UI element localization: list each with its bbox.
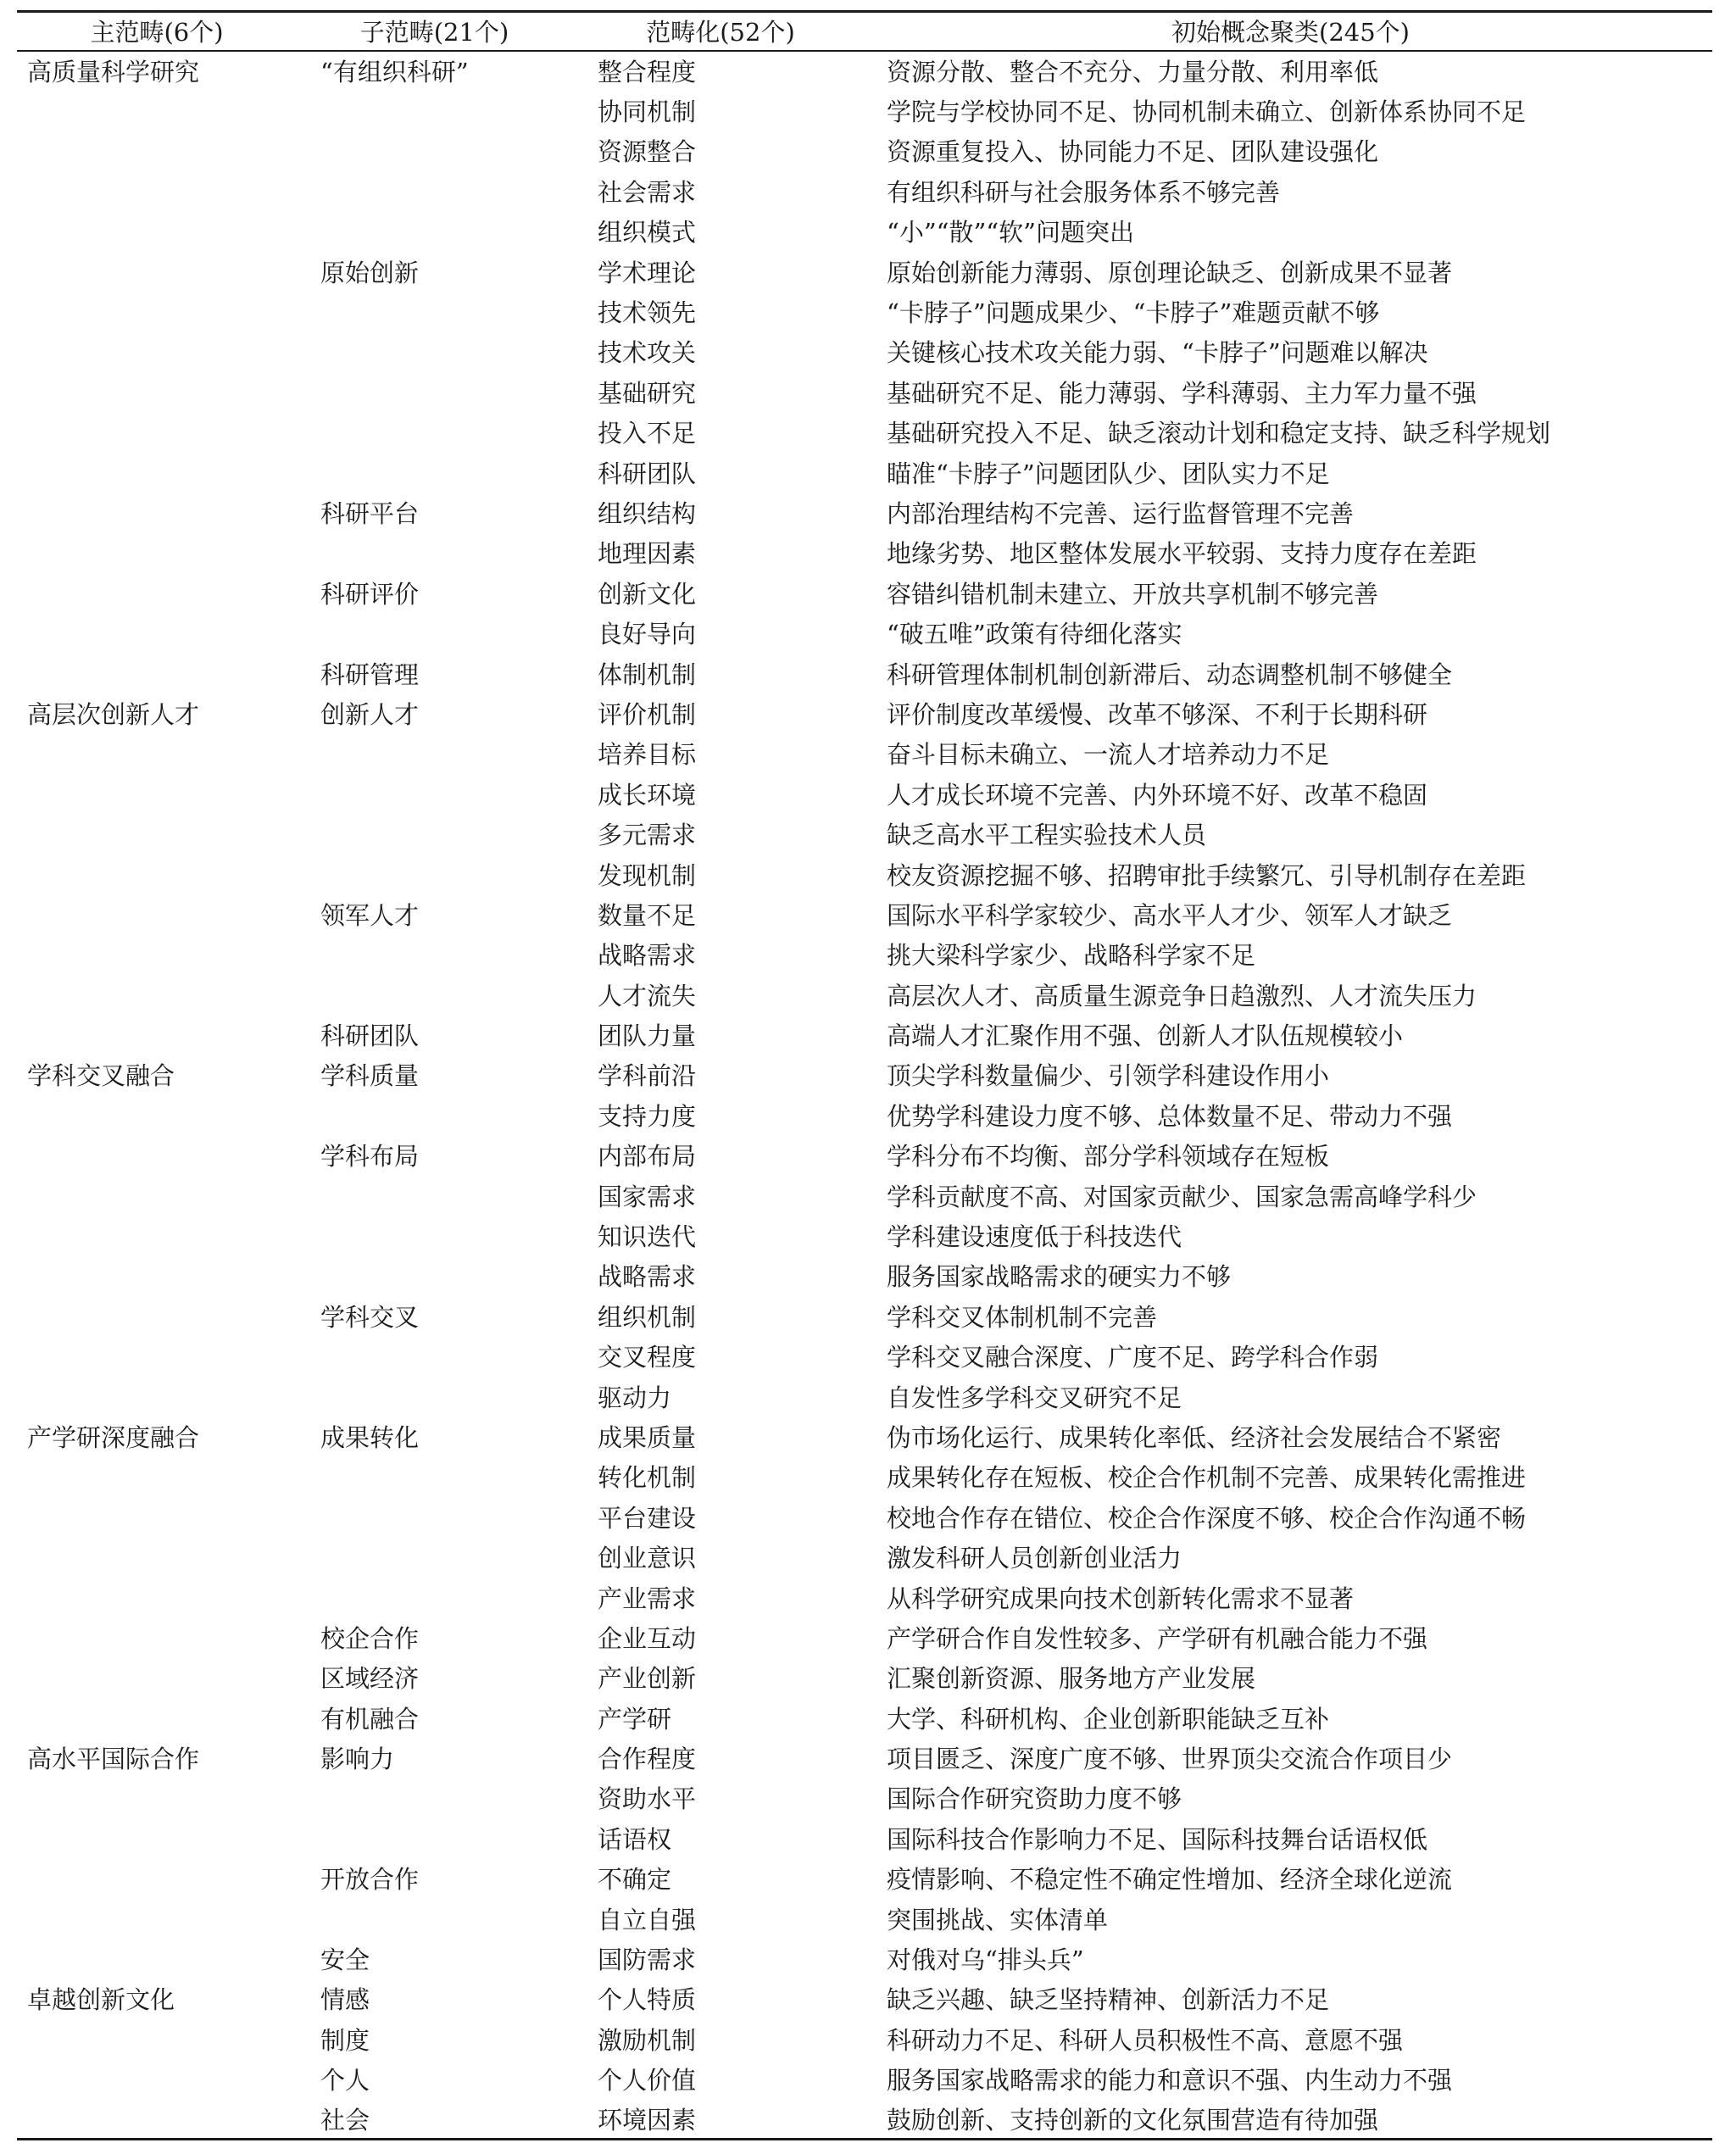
table-row <box>17 1135 1712 1175</box>
concept-cluster-cell: 人才成长环境不完善、内外环境不好、改革不稳固 <box>887 780 1428 810</box>
sub-category-cell: 有机融合 <box>320 1704 420 1734</box>
categorization-cell: 创业意识 <box>598 1544 697 1573</box>
table-body <box>17 51 1712 2140</box>
categorization-cell: 战略需求 <box>598 1262 697 1292</box>
main-category-cell <box>17 372 297 412</box>
table-row <box>17 91 1712 131</box>
main-category-cell <box>17 331 297 371</box>
main-category-cell: 高质量科学研究 <box>27 58 200 87</box>
table-row <box>17 2019 1712 2059</box>
table-row <box>17 1376 1712 1416</box>
categorization-cell: 支持力度 <box>598 1101 697 1131</box>
concept-cluster-cell: 基础研究不足、能力薄弱、学科薄弱、主力军力量不强 <box>887 378 1477 408</box>
sub-category-cell <box>297 131 572 170</box>
concept-cluster-cell: 服务国家战略需求的能力和意识不强、内生动力不强 <box>887 2066 1453 2096</box>
main-category-cell <box>17 412 297 452</box>
table-row <box>17 974 1712 1014</box>
concept-cluster-cell: 挑大梁科学家少、战略科学家不足 <box>887 941 1256 971</box>
sub-category-cell <box>297 1818 572 1858</box>
sub-category-cell <box>297 1537 572 1577</box>
categorization-cell: 个人价值 <box>598 2066 697 2096</box>
table-row <box>17 1778 1712 1817</box>
table-row <box>17 292 1712 331</box>
concept-cluster-cell: 内部治理结构不完善、运行监督管理不完善 <box>887 498 1355 528</box>
header-initial-concepts: 初始概念聚类(245个) <box>869 12 1712 51</box>
main-category-cell <box>17 1095 297 1135</box>
table-row <box>17 1939 1712 1979</box>
table-row <box>17 251 1712 291</box>
concept-cluster-cell: 原始创新能力薄弱、原创理论缺乏、创新成果不显著 <box>887 258 1453 287</box>
table-row <box>17 2099 1712 2139</box>
concept-cluster-cell: 学院与学校协同不足、协同机制未确立、创新体系协同不足 <box>887 97 1527 127</box>
categorization-cell: 发现机制 <box>598 860 697 890</box>
sub-category-cell: 区域经济 <box>320 1664 420 1694</box>
concept-cluster-cell: 产学研合作自发性较多、产学研有机融合能力不强 <box>887 1623 1428 1653</box>
categorization-cell: 基础研究 <box>598 378 697 408</box>
table-row <box>17 1537 1712 1577</box>
table-row <box>17 331 1712 371</box>
table-row <box>17 493 1712 532</box>
concept-cluster-cell: 容错纠错机制未建立、开放共享机制不够完善 <box>887 579 1379 609</box>
categorization-cell: 企业互动 <box>598 1623 697 1653</box>
categorization-cell: 合作程度 <box>598 1745 697 1774</box>
categorization-cell: 产学研 <box>598 1704 672 1734</box>
categorization-cell: 驱动力 <box>598 1383 672 1412</box>
categorization-cell: 知识迭代 <box>598 1222 697 1252</box>
table-row <box>17 1818 1712 1858</box>
table-row <box>17 1296 1712 1336</box>
table-row <box>17 1456 1712 1496</box>
concept-cluster-cell: 校地合作存在错位、校企合作深度不够、校企合作沟通不畅 <box>887 1503 1527 1533</box>
table-row <box>17 452 1712 492</box>
concept-cluster-cell: 瞄准“卡脖子”问题团队少、团队实力不足 <box>887 459 1330 488</box>
sub-category-cell <box>297 814 572 854</box>
category-table <box>17 10 1712 2140</box>
categorization-cell: 多元需求 <box>598 821 697 850</box>
categorization-cell: 内部布局 <box>598 1142 697 1172</box>
table-row <box>17 854 1712 893</box>
main-category-cell <box>17 1175 297 1215</box>
concept-cluster-cell: 校友资源挖掘不够、招聘审批手续繁冗、引导机制存在差距 <box>887 860 1527 890</box>
concept-cluster-cell: 国际合作研究资助力度不够 <box>887 1784 1182 1814</box>
table-row <box>17 1055 1712 1094</box>
categorization-cell: 技术攻关 <box>598 338 697 368</box>
main-category-cell <box>17 251 297 291</box>
sub-category-cell: 领军人才 <box>320 900 420 930</box>
main-category-cell <box>17 974 297 1014</box>
sub-category-cell: 学科质量 <box>320 1061 420 1091</box>
main-category-cell: 高水平国际合作 <box>27 1745 200 1774</box>
categorization-cell: 环境因素 <box>572 2099 869 2139</box>
concept-cluster-cell: 国际科技合作影响力不足、国际科技舞台话语权低 <box>887 1824 1428 1854</box>
concept-cluster-cell: 大学、科研机构、企业创新职能缺乏互补 <box>887 1704 1330 1734</box>
sub-category-cell <box>297 372 572 412</box>
main-category-cell <box>17 2059 297 2099</box>
sub-category-cell: 安全 <box>320 1945 370 1975</box>
main-category-cell <box>17 573 297 613</box>
table-header <box>17 12 1712 51</box>
main-category-cell <box>17 211 297 251</box>
concept-cluster-cell: 学科分布不均衡、部分学科领域存在短板 <box>887 1142 1330 1172</box>
sub-category-cell <box>297 974 572 1014</box>
main-category-cell <box>17 1898 297 1938</box>
categorization-cell: 数量不足 <box>598 900 697 930</box>
main-category-cell: 高层次创新人才 <box>27 699 200 729</box>
categorization-cell: 科研团队 <box>598 459 697 488</box>
table-row <box>17 1979 1712 2018</box>
sub-category-cell: 制度 <box>320 2025 370 2055</box>
main-category-cell <box>17 1818 297 1858</box>
categorization-cell: 整合程度 <box>598 58 697 87</box>
header-main-category: 主范畴(6个) <box>17 12 297 51</box>
main-category-cell <box>17 613 297 653</box>
table-row <box>17 1175 1712 1215</box>
table-row <box>17 532 1712 572</box>
sub-category-cell: 学科布局 <box>320 1142 420 1172</box>
concept-cluster-cell: 从科学研究成果向技术创新转化需求不显著 <box>887 1584 1355 1613</box>
concept-cluster-cell: 科研管理体制机制创新滞后、动态调整机制不够健全 <box>887 660 1453 689</box>
categorization-cell: 地理因素 <box>598 539 697 569</box>
categorization-cell: 人才流失 <box>598 981 697 1010</box>
table-row <box>17 211 1712 251</box>
sub-category-cell <box>297 1255 572 1295</box>
sub-category-cell: 社会 <box>297 2099 572 2139</box>
sub-category-cell: 个人 <box>320 2066 370 2096</box>
concept-cluster-cell: “卡脖子”问题成果少、“卡脖子”难题贡献不够 <box>887 298 1380 328</box>
categorization-cell: 转化机制 <box>598 1463 697 1493</box>
main-category-cell <box>17 934 297 974</box>
sub-category-cell: 影响力 <box>320 1745 395 1774</box>
main-category-cell <box>17 292 297 331</box>
sub-category-cell <box>297 1898 572 1938</box>
categorization-cell: 战略需求 <box>598 941 697 971</box>
table-row <box>17 693 1712 733</box>
concept-cluster-cell: 科研动力不足、科研人员积极性不高、意愿不强 <box>887 2025 1404 2055</box>
main-category-cell: 卓越创新文化 <box>27 1985 175 2015</box>
sub-category-cell: 学科交叉 <box>320 1302 420 1332</box>
categorization-cell: 成长环境 <box>598 780 697 810</box>
table-row <box>17 1577 1712 1617</box>
categorization-cell: 不确定 <box>598 1865 672 1895</box>
main-category-cell <box>17 1296 297 1336</box>
sub-category-cell <box>297 733 572 773</box>
main-category-cell <box>17 171 297 211</box>
table-row <box>17 1015 1712 1055</box>
main-category-cell <box>17 1698 297 1738</box>
categorization-cell: 协同机制 <box>598 97 697 127</box>
categorization-cell: 投入不足 <box>598 419 697 448</box>
main-category-cell <box>17 1657 297 1697</box>
categorization-cell: 学科前沿 <box>598 1061 697 1091</box>
table-row <box>17 1336 1712 1376</box>
categorization-cell: 组织模式 <box>598 218 697 248</box>
main-category-cell <box>17 774 297 814</box>
main-category-cell <box>17 733 297 773</box>
categorization-cell: 体制机制 <box>598 660 697 689</box>
main-category-cell <box>17 2019 297 2059</box>
table-row <box>17 613 1712 653</box>
table-row <box>17 774 1712 814</box>
sub-category-cell: 创新人才 <box>320 699 420 729</box>
main-category-cell <box>17 1939 297 1979</box>
sub-category-cell <box>297 532 572 572</box>
categorization-cell: 良好导向 <box>598 620 697 649</box>
table-row <box>17 1698 1712 1738</box>
categorization-cell: 技术领先 <box>598 298 697 328</box>
concept-cluster-cell: 学科交叉融合深度、广度不足、跨学科合作弱 <box>887 1343 1379 1372</box>
main-category-cell <box>17 653 297 693</box>
main-category-cell: 学科交叉融合 <box>27 1061 175 1091</box>
sub-category-cell <box>297 1778 572 1817</box>
categorization-cell: 创新文化 <box>598 579 697 609</box>
sub-category-cell <box>297 613 572 653</box>
concept-cluster-cell: 自发性多学科交叉研究不足 <box>887 1383 1182 1412</box>
sub-category-cell <box>297 211 572 251</box>
categorization-cell: 组织机制 <box>598 1302 697 1332</box>
table-row <box>17 1738 1712 1778</box>
concept-cluster-cell: 顶尖学科数量偏少、引领学科建设作用小 <box>887 1061 1330 1091</box>
categorization-cell: 产业需求 <box>598 1584 697 1613</box>
categorization-cell: 资源整合 <box>598 137 697 167</box>
concept-cluster-cell: “破五唯”政策有待细化落实 <box>887 620 1182 649</box>
sub-category-cell: 科研团队 <box>320 1021 420 1051</box>
main-category-cell <box>17 1336 297 1376</box>
sub-category-cell <box>297 1175 572 1215</box>
categorization-cell: 交叉程度 <box>598 1343 697 1372</box>
categorization-cell: 团队力量 <box>598 1021 697 1051</box>
sub-category-cell <box>297 774 572 814</box>
sub-category-cell: 原始创新 <box>320 258 420 287</box>
concept-cluster-cell: 成果转化存在短板、校企合作机制不完善、成果转化需推进 <box>887 1463 1527 1493</box>
categorization-cell: 组织结构 <box>598 498 697 528</box>
table-row <box>17 653 1712 693</box>
sub-category-cell <box>297 171 572 211</box>
main-category-cell <box>17 1255 297 1295</box>
table-row <box>17 131 1712 170</box>
main-category-cell <box>17 1617 297 1657</box>
main-category-cell <box>17 1778 297 1817</box>
table-row <box>17 1898 1712 1938</box>
main-category-cell <box>17 2099 297 2139</box>
concept-cluster-cell: 项目匮乏、深度广度不够、世界顶尖交流合作项目少 <box>887 1745 1453 1774</box>
main-category-cell <box>17 91 297 131</box>
table-row <box>17 412 1712 452</box>
categorization-cell: 学术理论 <box>598 258 697 287</box>
sub-category-cell <box>297 452 572 492</box>
table-row <box>17 733 1712 773</box>
concept-cluster-cell: 资源分散、整合不充分、力量分散、利用率低 <box>887 58 1379 87</box>
categorization-cell: 培养目标 <box>598 740 697 770</box>
header-categorization: 范畴化(52个) <box>572 12 869 51</box>
concept-cluster-cell: 评价制度改革缓慢、改革不够深、不利于长期科研 <box>887 699 1428 729</box>
concept-cluster-cell: 国际水平科学家较少、高水平人才少、领军人才缺乏 <box>887 900 1453 930</box>
concept-cluster-cell: 服务国家战略需求的硬实力不够 <box>887 1262 1232 1292</box>
concept-cluster-cell: 汇聚创新资源、服务地方产业发展 <box>887 1664 1256 1694</box>
sub-category-cell <box>297 412 572 452</box>
sub-category-cell <box>297 1216 572 1255</box>
sub-category-cell <box>297 1577 572 1617</box>
table-row <box>17 934 1712 974</box>
table-row <box>17 814 1712 854</box>
categorization-cell: 社会需求 <box>598 177 697 207</box>
sub-category-cell: 成果转化 <box>320 1422 420 1452</box>
sub-category-cell <box>297 934 572 974</box>
main-category-cell <box>17 1537 297 1577</box>
concept-cluster-cell: 缺乏高水平工程实验技术人员 <box>887 821 1207 850</box>
concept-cluster-cell: 疫情影响、不稳定性不确定性增加、经济全球化逆流 <box>887 1865 1453 1895</box>
sub-category-cell <box>297 1376 572 1416</box>
header-sub-category: 子范畴(21个) <box>297 12 572 51</box>
table-row <box>17 894 1712 934</box>
concept-cluster-cell: 学科贡献度不高、对国家贡献少、国家急需高峰学科少 <box>887 1182 1477 1211</box>
table-row <box>17 573 1712 613</box>
concept-cluster-cell: 伪市场化运行、成果转化率低、经济社会发展结合不紧密 <box>887 1422 1502 1452</box>
main-category-cell <box>17 1577 297 1617</box>
categorization-cell: 评价机制 <box>598 699 697 729</box>
category-table-container <box>17 10 1712 2140</box>
sub-category-cell: “有组织科研” <box>320 58 469 87</box>
main-category-cell <box>17 1456 297 1496</box>
concept-cluster-cell: 基础研究投入不足、缺乏滚动计划和稳定支持、缺乏科学规划 <box>887 419 1551 448</box>
sub-category-cell <box>297 1497 572 1537</box>
concept-cluster-cell: “小”“散”“软”问题突出 <box>887 218 1134 248</box>
table-row <box>17 1497 1712 1537</box>
concept-cluster-cell: 学科建设速度低于科技迭代 <box>887 1222 1182 1252</box>
concept-cluster-cell: 突围挑战、实体清单 <box>887 1905 1109 1934</box>
main-category-cell <box>17 1497 297 1537</box>
categorization-cell: 自立自强 <box>598 1905 697 1934</box>
main-category-cell <box>17 1015 297 1055</box>
main-category-cell: 产学研深度融合 <box>27 1422 200 1452</box>
concept-cluster-cell: 资源重复投入、协同能力不足、团队建设强化 <box>887 137 1379 167</box>
sub-category-cell: 科研评价 <box>320 579 420 609</box>
sub-category-cell: 校企合作 <box>320 1623 420 1653</box>
table-row <box>17 1657 1712 1697</box>
main-category-cell <box>17 1216 297 1255</box>
sub-category-cell <box>297 1336 572 1376</box>
sub-category-cell <box>297 292 572 331</box>
categorization-cell: 产业创新 <box>598 1664 697 1694</box>
categorization-cell: 资助水平 <box>598 1784 697 1814</box>
main-category-cell <box>17 452 297 492</box>
table-row <box>17 1255 1712 1295</box>
table-row <box>17 51 1712 91</box>
main-category-cell <box>17 1858 297 1898</box>
sub-category-cell <box>297 91 572 131</box>
categorization-cell: 平台建设 <box>598 1503 697 1533</box>
table-row <box>17 1617 1712 1657</box>
main-category-cell <box>17 131 297 170</box>
table-row <box>17 171 1712 211</box>
categorization-cell: 激励机制 <box>598 2025 697 2055</box>
main-category-cell <box>17 854 297 893</box>
concept-cluster-cell: 关键核心技术攻关能力弱、“卡脖子”问题难以解决 <box>887 338 1428 368</box>
table-row <box>17 1417 1712 1456</box>
concept-cluster-cell: 激发科研人员创新创业活力 <box>887 1544 1182 1573</box>
concept-cluster-cell: 缺乏兴趣、缺乏坚持精神、创新活力不足 <box>887 1985 1330 2015</box>
categorization-cell: 个人特质 <box>598 1985 697 2015</box>
main-category-cell <box>17 532 297 572</box>
concept-cluster-cell: 高端人才汇聚作用不强、创新人才队伍规模较小 <box>887 1021 1404 1051</box>
concept-cluster-cell: 学科交叉体制机制不完善 <box>887 1302 1158 1332</box>
sub-category-cell <box>297 331 572 371</box>
main-category-cell <box>17 894 297 934</box>
categorization-cell: 成果质量 <box>598 1422 697 1452</box>
table-row <box>17 372 1712 412</box>
concept-cluster-cell: 高层次人才、高质量生源竞争日趋激烈、人才流失压力 <box>887 981 1477 1010</box>
sub-category-cell <box>297 854 572 893</box>
main-category-cell <box>17 493 297 532</box>
table-row <box>17 1095 1712 1135</box>
sub-category-cell <box>297 1456 572 1496</box>
concept-cluster-cell: 地缘劣势、地区整体发展水平较弱、支持力度存在差距 <box>887 539 1477 569</box>
main-category-cell <box>17 1135 297 1175</box>
sub-category-cell: 科研管理 <box>320 660 420 689</box>
sub-category-cell: 情感 <box>320 1985 370 2015</box>
concept-cluster-cell: 对俄对乌“排头兵” <box>887 1945 1084 1975</box>
table-row <box>17 2059 1712 2099</box>
concept-cluster-cell: 优势学科建设力度不够、总体数量不足、带动力不强 <box>887 1101 1453 1131</box>
sub-category-cell <box>297 1095 572 1135</box>
sub-category-cell: 科研平台 <box>320 498 420 528</box>
concept-cluster-cell: 奋斗目标未确立、一流人才培养动力不足 <box>887 740 1330 770</box>
main-category-cell <box>17 814 297 854</box>
concept-cluster-cell: 有组织科研与社会服务体系不够完善 <box>887 177 1281 207</box>
table-row <box>17 1858 1712 1898</box>
header-row <box>17 12 1712 51</box>
sub-category-cell: 开放合作 <box>320 1865 420 1895</box>
concept-cluster-cell: 鼓励创新、支持创新的文化氛围营造有待加强 <box>869 2099 1712 2139</box>
categorization-cell: 国防需求 <box>598 1945 697 1975</box>
categorization-cell: 国家需求 <box>598 1182 697 1211</box>
categorization-cell: 话语权 <box>598 1824 672 1854</box>
main-category-cell <box>17 1376 297 1416</box>
table-row <box>17 1216 1712 1255</box>
